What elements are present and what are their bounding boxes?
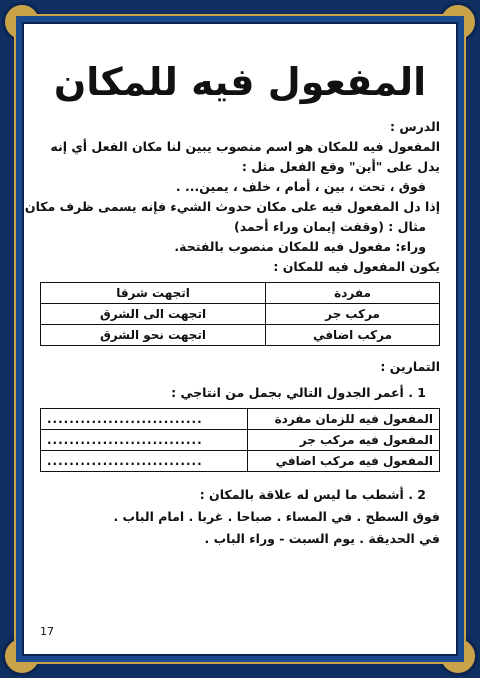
page-title: المفعول فيه للمكان: [53, 60, 427, 104]
table-row: [41, 283, 440, 304]
answer-blank: ............................: [41, 409, 248, 430]
exercises-label: التمارين :: [380, 359, 440, 374]
table-row: [41, 430, 440, 451]
exercise-2-line-2: في الحديقة . يوم السبت - وراء الباب .: [204, 531, 440, 546]
table-cell: المفعول فيه للزمان مفردة: [248, 409, 440, 430]
exercise-table: [40, 408, 440, 472]
worksheet-page: [22, 22, 458, 656]
definition-line-1: المفعول فيه للمكان هو اسم منصوب يبين لنا مكان الفعل أي إنه: [50, 139, 440, 154]
table-row: [41, 451, 440, 472]
worksheet-content: [24, 42, 440, 640]
table-cell: مركب اضافي: [266, 325, 440, 346]
table-cell: المفعول فيه مركب اضافي: [248, 451, 440, 472]
forms-table: [40, 282, 440, 346]
table-cell: مفردة: [266, 283, 440, 304]
table-cell: المفعول فيه مركب جر: [248, 430, 440, 451]
explanation-line: وراء: مفعول فيه للمكان منصوب بالفتحة.: [174, 239, 426, 254]
forms-label: يكون المفعول فيه للمكان :: [273, 259, 440, 274]
examples-words: فوق ، تحت ، بين ، أمام ، خلف ، يمين... .: [175, 179, 426, 194]
lesson-label: الدرس :: [390, 119, 440, 134]
table-row: [41, 325, 440, 346]
exercise-2-label: 2 . أشطب ما ليس له علاقة بالمكان :: [199, 487, 426, 502]
table-cell: اتجهت نحو الشرق: [41, 325, 266, 346]
table-cell: مركب جر: [266, 304, 440, 325]
page-number: 17: [40, 625, 54, 638]
example-line: مثال : (وقفت إيمان وراء أحمد): [233, 219, 426, 234]
rule-line: إذا دل المفعول فيه على مكان حدوث الشيء فإنه يسمى ظرف مكان: [24, 199, 440, 214]
table-row: [41, 304, 440, 325]
table-cell: اتجهت الى الشرق: [41, 304, 266, 325]
answer-blank: ............................: [41, 430, 248, 451]
answer-blank: ............................: [41, 451, 248, 472]
definition-line-2: يدل على "أين" وقع الفعل مثل :: [241, 159, 440, 174]
exercise-2-line-1: فوق السطح . في المساء . صباحا . غربا . امام الباب .: [113, 509, 440, 524]
table-cell: اتجهت شرقا: [41, 283, 266, 304]
table-row: [41, 409, 440, 430]
exercise-1-label: 1 . أعمر الجدول التالي بجمل من انتاجي :: [171, 385, 426, 400]
